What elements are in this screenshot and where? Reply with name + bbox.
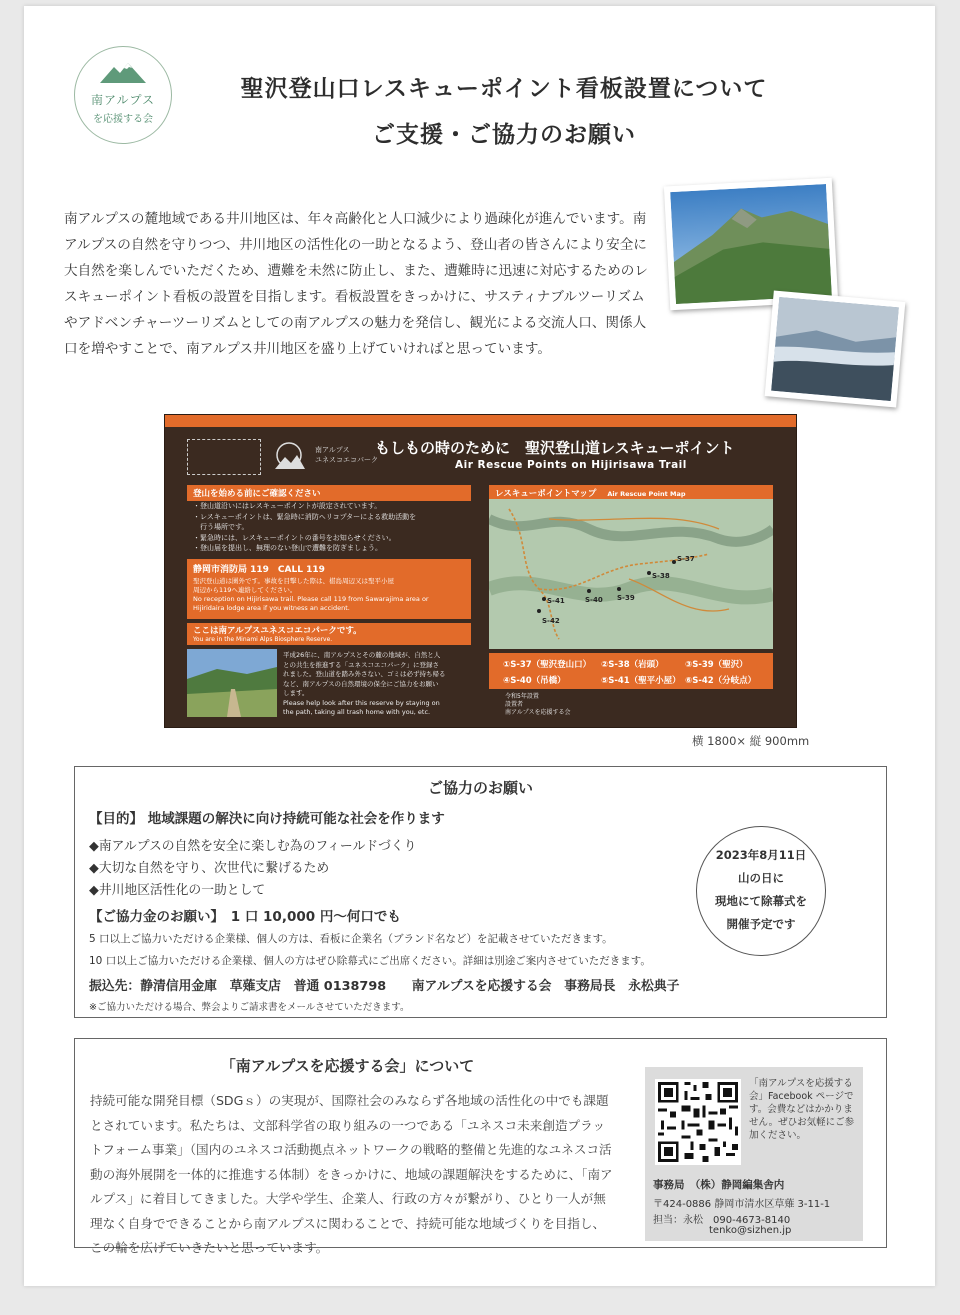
about-header: 「南アルプスを応援する会」について	[220, 1057, 475, 1075]
map-label: S-38	[652, 572, 670, 580]
sign-org-name: 南アルプス ユネスコエコパーク	[315, 446, 378, 464]
lake-photo	[765, 290, 906, 407]
eco-header: ここは南アルプスユネスコエコパークです。 You are in the Minami Alps Biosphere Reserve.	[187, 623, 471, 645]
cooperation-header: ご協力のお願い	[427, 779, 533, 797]
sign-size-note: 横 1800× 縦 900mm	[692, 734, 810, 748]
title-line1: 聖沢登山口レスキューポイント看板設置について	[240, 76, 768, 102]
mountain-icon	[100, 61, 146, 83]
purpose-item: ◆大切な自然を守り、次世代に繋げるため	[89, 861, 330, 876]
sign-stamp-box	[187, 439, 261, 475]
logo-line1: 南アルプス	[90, 93, 156, 107]
office-phone: 担当：永松 090-4673-8140	[653, 1215, 791, 1226]
office-email[interactable]: tenko@sizhen.jp	[709, 1225, 792, 1236]
contact-panel	[645, 1067, 863, 1241]
sign-title-en: Air Rescue Points on Hijirisawa Trail	[455, 459, 687, 471]
title-line2: ご支援・ご協力のお願い	[372, 122, 636, 148]
mountain-ridge-photo	[664, 178, 838, 311]
sign-footer: 令和5年設置 設置者 南アルプスを応援する会	[505, 693, 571, 716]
about-box	[74, 1038, 887, 1255]
map-label: S-40	[585, 596, 603, 604]
eco-meadow-photo	[187, 649, 277, 717]
about-paragraph: 持続可能な開発目標（SDGｓ）の実現が、国際社会のみならず各地域の活性化の中でも課題とされています。私たちは、文部科学省の取り組みの一つである「ユネスコ未来創造プラットフォーム事業」（国内のユネスコ活動拠点ネットワークの戦略的整備と先進的なユネスコ活動の海外展開を一体的に推進する体制）をきっかけに、地域の課題解決をするために、「南アルプス」に着目してきました。大学や学生、企業人、行政の方々が繋がり、ひとり一人が無理なく自身でできることから南アルプスに関わることで、持続可能な地域づくりを目指し、この輪を広げていきたいと思っています。	[90, 1093, 613, 1255]
map-label: S-37	[677, 555, 695, 563]
sign-sun-mountain-icon	[269, 437, 309, 473]
sign-title-jp: もしもの時のために 聖沢登山道レスキューポイント	[375, 439, 735, 457]
office-name: 事務局 （株）静岡編集舎内	[653, 1179, 785, 1191]
map-header: レスキューポイントマップ Air Rescue Point Map	[489, 485, 773, 501]
check-header: 登山を始める前にご確認ください	[187, 485, 471, 501]
purpose-item: ◆井川地区活性化の一助として	[89, 883, 266, 898]
fire-dept-panel: 静岡市消防局 119 CALL 119 聖沢登山道は圏外です。事故を目撃した際は、椹島周辺又は聖平小屋 周辺から119へ連絡してください。 No reception on Hijirisawa trail. Please call 119 from Sawarajima area or Hijiridaira lodge area if you witness an accident.	[187, 559, 471, 619]
logo-line2: を応援する会	[93, 114, 153, 125]
invoice-note: ※ご協力いただける場合、弊会よりご請求書をメールさせていただきます。	[89, 1002, 410, 1013]
flyer-page	[24, 6, 935, 1286]
facebook-description: 「南アルプスを応援する会」Facebook ページです。会費などはかかりません。ぜひお気軽にご参加ください。	[749, 1078, 855, 1141]
organization-logo	[74, 46, 172, 144]
rescue-sign-board	[164, 414, 797, 728]
sign-top-bar	[165, 415, 796, 427]
map-label: S-39	[617, 594, 635, 602]
rescue-points-list: ①S-37（聖沢登山口） ②S-38（岩頭） ③S-39（聖沢） ④S-40（吊橋） ⑤S-41（聖平小屋） ⑥S-42（分岐点）	[489, 653, 773, 689]
fee-line: 【ご協力金のお願い】 1 口 10,000 円〜何口でも	[89, 909, 401, 925]
eco-text: 平成26年に、南アルプスとその麓の地域が、自然と人 との共生を推進する「ユネスコエコパーク」に登録さ れました。登山道を踏み外さない、ゴミは必ず持ち帰る など、南アルプスの自然環境の保全にご協力をお願い します。 Please help look after this reserve by staying on the path, taking all trash home with you, etc.	[283, 651, 446, 716]
facebook-qr-code[interactable]	[655, 1079, 741, 1165]
map-label: S-41	[547, 597, 565, 605]
purpose-item: ◆南アルプスの自然を安全に楽しむ為のフィールドづくり	[89, 839, 417, 854]
unveiling-ceremony-badge: 2023年8月11日 山の日に 現地にて除幕式を 開催予定です	[696, 826, 826, 956]
rescue-point-map	[489, 499, 773, 649]
intro-paragraph: 南アルプスの麓地域である井川地区は、年々高齢化と人口減少により過疎化が進んでいます。南アルプスの自然を守りつつ、井川地区の活性化の一助となるよう、登山者の皆さんにより安全に大自然を楽しんでいただくため、遭難を未然に防止し、また、遭難時に迅速に対応するためのレスキューポイント看板の設置を目指します。看板設置をきっかけに、サスティナブルツーリズムやアドベンチャーツーリズムとしての南アルプスの魅力を発信し、観光による交流人口、関係人口を増やすことで、南アルプス井川地区を盛り上げていければと思っています。	[64, 211, 648, 357]
bank-contact-line: 振込先：静清信用金庫 草薙支店 普通 0138798 南アルプスを応援する会 事務局長 永松典子	[89, 979, 680, 994]
note-5-units: 5 口以上ご協力いただける企業様、個人の方は、看板に企業名（ブランド名など）を記載させていただきます。	[89, 933, 613, 945]
purpose-line: 【目的】 地域課題の解決に向け持続可能な社会を作ります	[89, 811, 445, 827]
note-10-units: 10 口以上ご協力いただける企業様、個人の方はぜひ除幕式にご出席ください。詳細は別途ご案内させていただきます。	[89, 955, 651, 967]
check-list: ・登山道沿いにはレスキューポイントが設定されています。 ・レスキューポイントは、緊急時に消防ヘリコプターによる救助活動を 行う場所です。 ・緊急時には、レスキューポイントの番号をお知らせください。 ・登山届を提出し、無理のない登山で遭難を防ぎましょう。	[193, 502, 417, 552]
map-label: S-42	[542, 617, 560, 625]
office-address: 〒424-0886 静岡市清水区草薙 3-11-1	[653, 1199, 831, 1210]
